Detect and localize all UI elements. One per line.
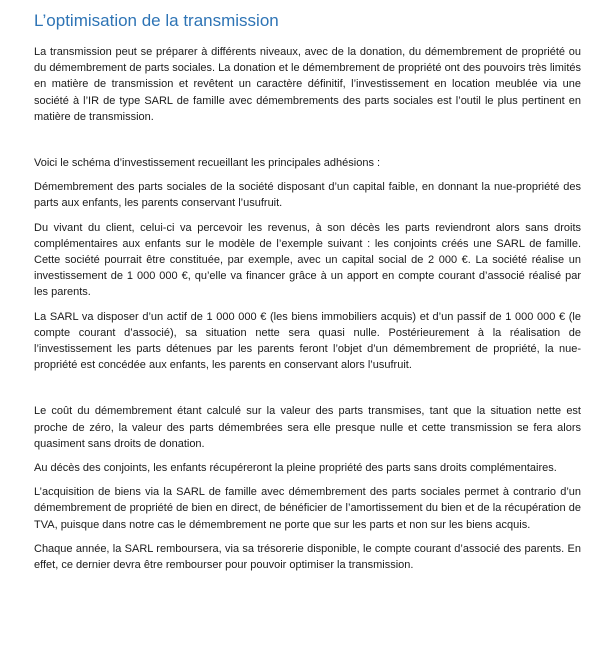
paragraph-cout-demembrement: Le coût du démembrement étant calculé sur la valeur des parts transmises, tant que la situation nette est proche de zéro, la valeur des parts démembrées sera elle presque nulle et cette transmission se fera alors quasiment sans droits de donation.: [34, 405, 581, 450]
paragraph-vivant-client: Du vivant du client, celui-ci va percevoir les revenus, à son décès les parts reviendront alors sans droits complémentaires aux enfants sur le modèle de l’exemple suivant : les conjoints créés une SARL de famille. Cette société pourrait être constituée, par exemple, avec un capital social de 2 000 €. La société réalise un investissement de 1 000 000 €, qu’elle va financer grâce à un apport en compte courant d’associé réalisé par les parents.: [34, 221, 581, 299]
paragraph-actif-passif: La SARL va disposer d’un actif de 1 000 000 € (les biens immobiliers acquis) et d’un passif de 1 000 000 € (le compte courant d’associé), sa situation nette sera quasi nulle. Postérieurement à la réalisation de l’investissement les parts détenues par les parents feront l’objet d’un démembrement de propriété, la nue-propriété est concédée aux enfants, les parents en conservant alors l’usufruit.: [34, 310, 581, 372]
paragraph-remboursement: Chaque année, la SARL remboursera, via sa trésorerie disponible, le compte courant d’associé des parents. En effet, ce dernier devra être rembourser pour pouvoir optimiser la transmission.: [34, 542, 581, 572]
paragraph-intro: La transmission peut se préparer à différents niveaux, avec de la donation, du démembrement de propriété ou du démembrement de parts sociales. La donation et le démembrement de propriété ont des pouvoirs très limités en matière de transmission et revêtent un caractère définitif, l’investissement en location meublée via une société à l’IR de type SARL de famille avec démembrements des parts sociales est l’outil le plus pertinent en matière de transmission.: [34, 46, 581, 123]
paragraph-demembrement-parts: Démembrement des parts sociales de la société disposant d’un capital faible, en donnant la nue-propriété des parts aux enfants, les parents conservant l’usufruit.: [34, 181, 581, 210]
paragraph-schema-intro: Voici le schéma d’investissement recueillant les principales adhésions :: [34, 157, 381, 170]
paragraph-deces-conjoints: Au décès des conjoints, les enfants récupéreront la pleine propriété des parts sans droits complémentaires.: [34, 462, 557, 475]
paragraph-acquisition-biens: L’acquisition de biens via la SARL de famille avec démembrement des parts sociales permet à contrario d’un démembrement de propriété de bien en direct, de bénéficier de l’amortissement du bien et de la récupération de TVA, puisque dans notre cas le démembrement ne porte que sur les parts et non sur les biens acquis.: [34, 486, 581, 531]
document-title: L’optimisation de la transmission: [34, 11, 279, 30]
